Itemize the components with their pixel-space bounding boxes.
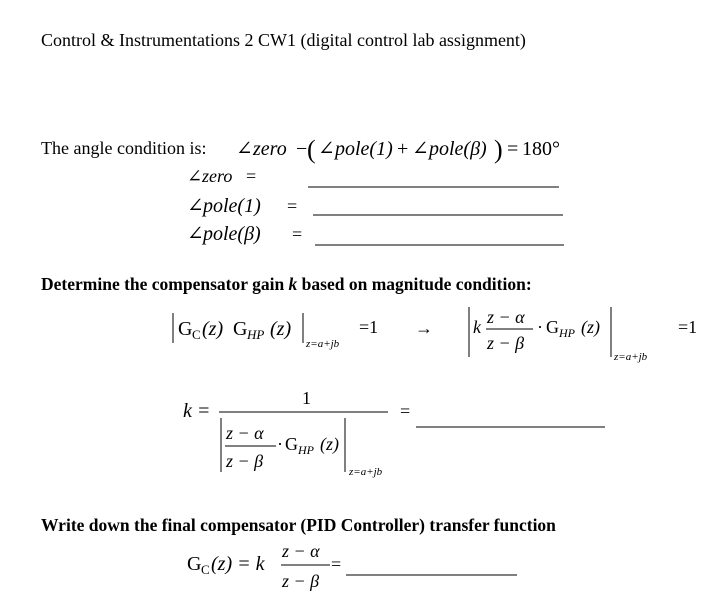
open-paren: ( [307,135,316,164]
minus-sign: − [296,138,308,160]
inner-denominator: z − β [226,451,264,471]
eval-subscript: z=a+jb [306,338,340,350]
angle-pole1: pole(1) [335,138,393,160]
row-label: pole(β) [203,223,261,245]
ghp-symbol: G [233,318,248,340]
gc-argument: (z) = k [211,553,265,575]
inner-numerator: z − α [226,423,264,443]
angle-result: 180° [522,138,560,160]
eval-subscript: z=a+jb [349,466,383,478]
gain-heading-suffix: based on magnitude condition: [297,274,532,294]
k-equation [183,388,605,478]
ghp-argument: (z) [320,434,339,454]
k-result-equals: = [400,401,411,421]
k-numerator: 1 [302,388,311,408]
gc-subscript: C [201,562,210,577]
angle-zero: zero [253,138,287,160]
row-equals: = [292,224,303,244]
gc-subscript: C [192,327,201,342]
angle-condition-equation [236,135,560,164]
dot-operator: · [537,317,543,337]
magnitude-equation-left [173,313,433,350]
row-label: zero [202,166,233,186]
row-equals: = [246,166,257,186]
angle-symbol: ∠ [187,166,203,186]
ghp-subscript: HP [247,327,265,342]
angle-symbol: ∠ [187,195,204,217]
dot-operator: · [277,434,283,454]
final-numerator: z − α [282,541,320,561]
row-label: pole(1) [203,195,261,217]
ghp-subscript: HP [298,443,314,457]
angle-row-zero [187,166,559,187]
final-section-heading: Write down the final compensator (PID Controller) transfer function [41,515,556,535]
k-equals: k = [183,400,211,422]
plus-sign: + [397,138,409,160]
ghp-symbol: G [285,434,298,454]
magnitude-equation-right [469,307,697,363]
implies-arrow-icon: → [415,318,433,338]
k-symbol: k [473,317,481,337]
final-equals: = [331,554,342,574]
ghp-argument: (z) [270,318,292,340]
angle-symbol: ∠ [187,223,204,245]
angle-pole-beta: pole(β) [429,138,487,160]
angle-symbol: ∠ [318,138,335,160]
gc-argument: (z) [202,318,224,340]
gc-symbol: G [178,318,193,340]
angle-row-pole-beta [187,223,564,245]
row-equals: = [287,196,298,216]
fraction-numerator: z − α [487,307,525,327]
eval-subscript: z=a+jb [614,351,648,363]
ghp-symbol: G [546,317,559,337]
equals-one: =1 [678,317,698,337]
ghp-subscript: HP [559,326,575,340]
ghp-argument: (z) [581,317,600,337]
angle-symbol: ∠ [236,138,253,160]
equals-sign: = [507,138,519,160]
final-compensator-equation [187,541,517,591]
gc-symbol: G [187,553,202,575]
final-denominator: z − β [282,571,320,591]
angle-row-pole1 [187,195,563,217]
equals-one: =1 [359,317,379,337]
angle-symbol: ∠ [412,138,429,160]
close-paren: ) [494,135,503,164]
fraction-denominator: z − β [487,333,525,353]
gain-heading-var: k [288,274,298,294]
document-title: Control & Instrumentations 2 CW1 (digital control lab assignment) [41,30,526,50]
gain-heading-prefix: Determine the compensator gain [41,274,289,294]
angle-condition-intro: The angle condition is: [41,138,207,158]
